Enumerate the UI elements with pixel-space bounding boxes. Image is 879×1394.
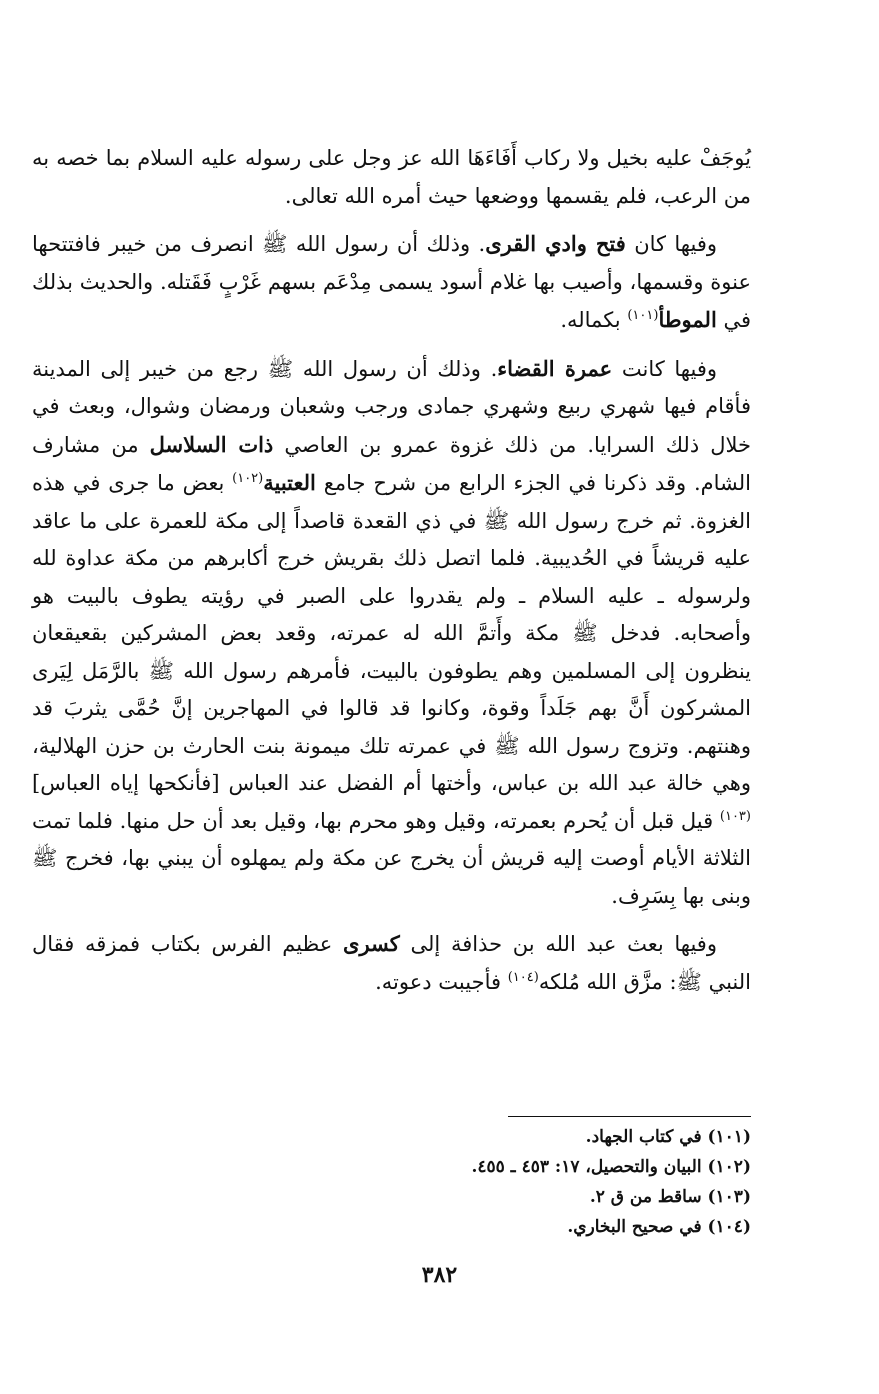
bold-term: ذات السلاسل (149, 431, 274, 457)
bold-term: العتبية (263, 470, 316, 495)
footnote-ref: (١٠٤) (507, 969, 539, 985)
text-run: وفيها بعث عبد الله بن حذافة إلى (399, 932, 717, 956)
bold-term: عمرة القضاء (497, 355, 613, 381)
footnote-104: (١٠٤) في صحيح البخاري. (567, 1217, 751, 1237)
paragraph-1 (32, 140, 751, 215)
text-run: وفيها كان (625, 232, 718, 256)
page-number: ٣٨٢ (421, 1262, 458, 1288)
paragraph-2 (32, 225, 751, 340)
footnote-101: (١٠١) في كتاب الجهاد. (585, 1127, 751, 1147)
bold-term: كسرى (343, 931, 400, 956)
text-run: قيل قبل أن يُحرم بعمرته، وقيل وهو محرم بها، وقيل بعد أن حل منها. فلما تمت الثلاثة الأيام أوصت إليه قريش أن يخرج عن مكة ولم يمهلوه أن يبني بها، فخرج ﷺ وبنى بها بِسَرِف. (32, 808, 751, 908)
footnote-103: (١٠٣) ساقط من ق ٢. (589, 1187, 751, 1207)
text-run: فأجيبت دعوته. (375, 969, 508, 994)
text-run: بكماله. (560, 308, 628, 332)
footnote-separator (508, 1116, 751, 1117)
text-run: من مشارف الشام. وقد ذكرنا في الجزء الرابع من شرح جامع (32, 432, 752, 495)
text-run: . وذلك أن رسول الله ﷺ رجع من خيبر إلى المدينة فأقام فيها شهري ربيع وشهري جمادى ورجب وشعبان ورمضان وشوال، وبعث في خلال ذلك السرايا. من ذلك غزوة عمرو بن العاصي (32, 356, 751, 457)
footnotes (32, 1122, 751, 1242)
text-run: عظيم الفرس بكتاب فمزقه فقال النبي ﷺ: مزَّق الله مُلكه (32, 932, 751, 994)
bold-term: الموطأ (658, 307, 717, 332)
paragraph-3 (32, 350, 751, 916)
main-text (32, 140, 751, 1011)
bold-term: فتح وادي القرى (485, 231, 626, 256)
footnote-ref: (١٠٣) (719, 808, 751, 824)
text-run: وفيها كانت (612, 356, 718, 381)
footnote-ref: (١٠١) (627, 308, 659, 323)
footnote-102: (١٠٢) البيان والتحصيل، ١٧: ٤٥٣ ـ ٤٥٥. (471, 1157, 751, 1177)
text-run: بعض ما جرى في هذه الغزوة. ثم خرج رسول الله ﷺ في ذي القعدة قاصداً إلى مكة للعمرة على ما عاقد عليه قريشاً في الحُديبية. فلما اتصل ذلك بقريش خرج أكابرهم من مكة عداوة لله ولرسوله ـ عليه السلام ـ ولم يقدروا على الصبر في رؤيته يطوف بالبيت هو وأصحابه. فدخل ﷺ مكة وأَتمَّ الله له عمرته، وقعد بعض المشركين بقعيقعان ينظرون إلى المسلمين وهم يطوفون بالبيت، فأمرهم رسول الله ﷺ بالرَّمَل لِيَرى المشركون أَنَّ بهم جَلَداً وقوة، وكانوا قد قالوا في المهاجرين إنَّ حُمَّى يثربَ قد وهنتهم. وتزوج رسول الله ﷺ في عمرته تلك ميمونة بنت الحارث بن حزن الهلالية، وهي خالة عبد الله بن عباس، وأختها أم الفضل عند العباس [فأنكحها إياه العباس] (32, 471, 751, 795)
text-run: . وذلك أن رسول الله ﷺ انصرف من خيبر فافتتحها عنوة وقسمها، وأصيب بها غلام أسود يسمى مِدْعَم بسهم غَرْبٍ فَقَتله. والحديث بذلك في (32, 232, 751, 332)
paragraph-4 (32, 925, 751, 1001)
footnote-ref: (١٠٢) (232, 471, 264, 486)
text-run: يُوجَفْ عليه بخيل ولا ركاب أَفَاءَهَا الله عز وجل على رسوله عليه السلام بما خصه به من الرعب، فلم يقسمها ووضعها حيث أمره الله تعالى. (32, 146, 751, 208)
